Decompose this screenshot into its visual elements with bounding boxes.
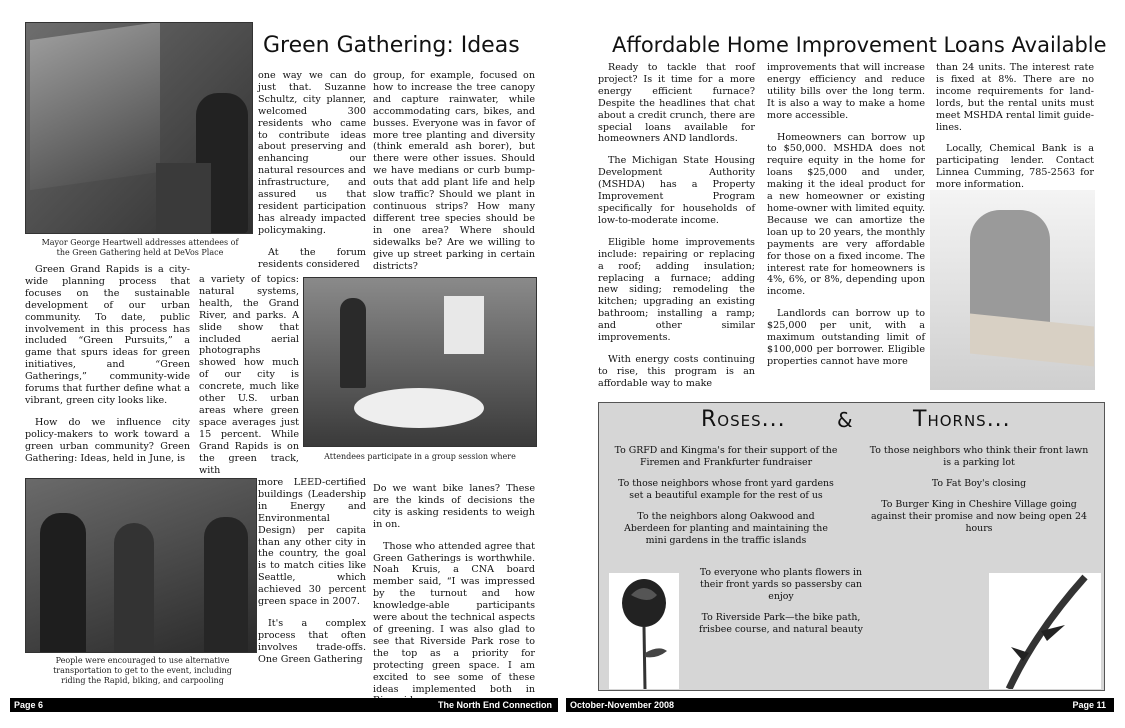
flipchart-graphic: [444, 296, 484, 354]
paragraph: Do we want bike lanes? These are the kinds of decisions the city is asking residents to weigh in on.: [373, 483, 535, 530]
footer-page-number: Page 11: [1072, 700, 1106, 710]
paragraph: than 24 units. The interest rate is fixed at 8%. There are no income requirements for land-lords, but the rental units must meet MSHDA rental limit guide-lines.: [936, 62, 1094, 133]
thorn-icon: [989, 573, 1101, 689]
rose-item: To those neighbors whose front yard gardens set a beautiful example for the rest of us: [618, 478, 834, 501]
rose-item: To Riverside Park—the bike path, frisbee course, and natural beauty: [699, 612, 863, 635]
photo-caption-cyclists: People were encouraged to use alternative transportation to get to the event, including riding the Rapid, biking, and carpooling: [53, 656, 232, 685]
thorn-item: To those neighbors who think their front lawn is a parking lot: [869, 445, 1089, 468]
roses-center-list: [691, 567, 871, 645]
footer-page-number: Page 6: [14, 700, 44, 710]
paragraph: Those who attended agree that Green Gatherings is worthwhile. Noah Kruis, a CNA board member said, “I was impressed by the turnout and how knowledge-able participants were about the technical aspects of greening. I was also glad to see that Riverside Park rose to the top as a priority for protecting green space. I am excited to see some of these ideas implemented both in: [373, 540, 535, 695]
footer-right-page: [566, 698, 1114, 712]
person-figure-graphic: [40, 513, 86, 653]
person-figure-graphic: [340, 298, 366, 388]
table-graphic: [354, 388, 484, 428]
paragraph: Locally, Chemical Bank is a participating lender. Contact Linnea Cumming, 785-2563 for more information.: [936, 143, 1094, 191]
paragraph: At the forum residents considered: [258, 246, 366, 270]
paragraph: Homeowners can borrow up to $50,000. MSHDA does not require equity in the home for loans $25,000 and under, making it the ideal product for a new homeowner or existing home-owner with limited equity. Because we can amortize the loan up to 20 years, the monthly payments are very affordable for those on a fixed income. The interest rate for homeowners is 4%, 6%, or 8%, depending upon income.: [767, 131, 925, 298]
photo-caption-group-session: Attendees participate in a group session where: [324, 452, 516, 461]
rose-image: [609, 573, 679, 689]
person-figure-graphic: [204, 517, 248, 653]
paragraph: Green Grand Rapids is a city-wide planning process that focuses on the sustainable development of our urban community. To date, public involvement in this process has included “Green Pursuits,” a game that spurs ideas for green initiatives, and “Green Gatherings,” community-wide forums that further define what a vibrant, green city looks like.: [25, 264, 190, 406]
rose-icon: [609, 573, 679, 689]
paragraph: The Michigan State Housing Development Authority (MSHDA) has a Property Improvement Program specifically for households of low-to-moderate income.: [598, 155, 755, 226]
photo-cyclists: [25, 478, 257, 653]
roses-list: [613, 445, 839, 556]
photo-home-improvement-worker: [930, 190, 1095, 390]
paragraph: improvements that will increase energy efficiency and reduce utility bills over the long term. It is also a way to make a home more accessible.: [767, 62, 925, 121]
right-column-3: [936, 62, 1094, 201]
person-figure-graphic: [114, 523, 154, 653]
roses-heading: Roses...: [701, 407, 786, 432]
page-title-green-gathering: Green Gathering: Ideas: [263, 33, 520, 58]
paragraph: It's a complex process that often involves trade-offs. One Green Gathering: [258, 617, 366, 665]
paragraph: With energy costs continuing to rise, this program is an affordable way to make: [598, 353, 755, 389]
photo-mayor-speaking: [25, 22, 253, 234]
rose-item: To the neighbors along Oakwood and Aberdeen for planting and maintaining the mini gardens in the traffic islands: [624, 511, 828, 546]
thorn-item: To Fat Boy's closing: [931, 478, 1027, 489]
paragraph: a variety of topics: natural systems, health, the Grand River, and parks. A slide show that included aerial photographs showed how much of our city is concrete, much like other U.S. urban areas where green space averages just 15 percent. While Grand Rapids is on the green track, with: [199, 274, 299, 476]
paragraph: group, for example, focused on how to increase the tree canopy and capture rainwater, while accommodating cars, bikes, and busses. Everyone was in favor of more tree planting and diversity (think emerald ash borer), but there were other issues. Should we have medians or curb bump-outs that add plant life and help slow traffic? Should we plant in continuous strips? How many different tree species should be in one area? Where should sidewalks be? Are we willing to give up street parking in certain districts?: [373, 70, 535, 272]
column-4-top: [373, 70, 535, 282]
footer-date: October-November 2008: [570, 700, 675, 710]
footer-publication: The North End Connection: [438, 700, 552, 710]
right-column-2: [767, 62, 925, 378]
paragraph: Landlords can borrow up to $25,000 per unit, with a maximum outstanding limit of $100,000 per borrower. Eligible properties cannot have more: [767, 308, 925, 367]
column-3-top: [258, 70, 366, 281]
photo-caption-mayor: Mayor George Heartwell addresses attendees of the Green Gathering held at DeVos Place: [41, 238, 239, 257]
ampersand: &: [837, 408, 853, 432]
podium-graphic: [156, 163, 211, 234]
column-1: [25, 264, 190, 475]
column-2: [199, 274, 299, 486]
paragraph: Eligible home improvements include: repairing or replacing a roof; adding insulation; replacing a furnace; adding new siding; remodeling the kitchen; upgrading an existing bathroom; installing a ramp; and other similar improvements.: [598, 236, 755, 344]
photo-group-session: [303, 277, 537, 447]
page-title-home-loans: Affordable Home Improvement Loans Available: [612, 33, 1107, 57]
thorns-list: [869, 445, 1089, 544]
slide-screen-graphic: [30, 22, 160, 190]
column-3-bottom: [258, 477, 366, 676]
board-graphic: [970, 313, 1094, 366]
paragraph: one way we can do just that. Suzanne Schultz, city planner, welcomed 300 residents who came to contribute ideas about preserving and enhancing our natural resources and infrastructure, and assured us that resident participation has already impacted policymaking.: [258, 70, 366, 236]
paragraph: more LEED-certified buildings (Leadership in Energy and Environmental Design) per capita than any other city in the country, the goal is to match cities like Seattle, which achieved 30 percent green space in 2007.: [258, 477, 366, 608]
right-column-1: [598, 62, 755, 400]
rose-item: To GRFD and Kingma's for their support of the Firemen and Frankfurter fundraiser: [614, 445, 838, 468]
thorns-heading: Thorns...: [913, 407, 1011, 432]
paragraph: How do we influence city policy-makers to work toward a green urban community? Green Gathering: Ideas, held in June, is: [25, 416, 190, 464]
paragraph: Ready to tackle that roof project? Is it time for a more energy efficient furnace? Despite the headlines that chat about a credit crunch, there are special loans available for homeowners AND landlords.: [598, 62, 755, 145]
column-4-bottom: [373, 483, 535, 717]
thorn-image: [989, 573, 1101, 689]
roses-thorns-box: [598, 402, 1105, 691]
rose-item: To everyone who plants flowers in their front yards so passersby can enjoy: [699, 567, 863, 602]
thorn-item: To Burger King in Cheshire Village going against their promise and now being open 24 hours: [871, 499, 1087, 534]
footer-left-page: [10, 698, 558, 712]
